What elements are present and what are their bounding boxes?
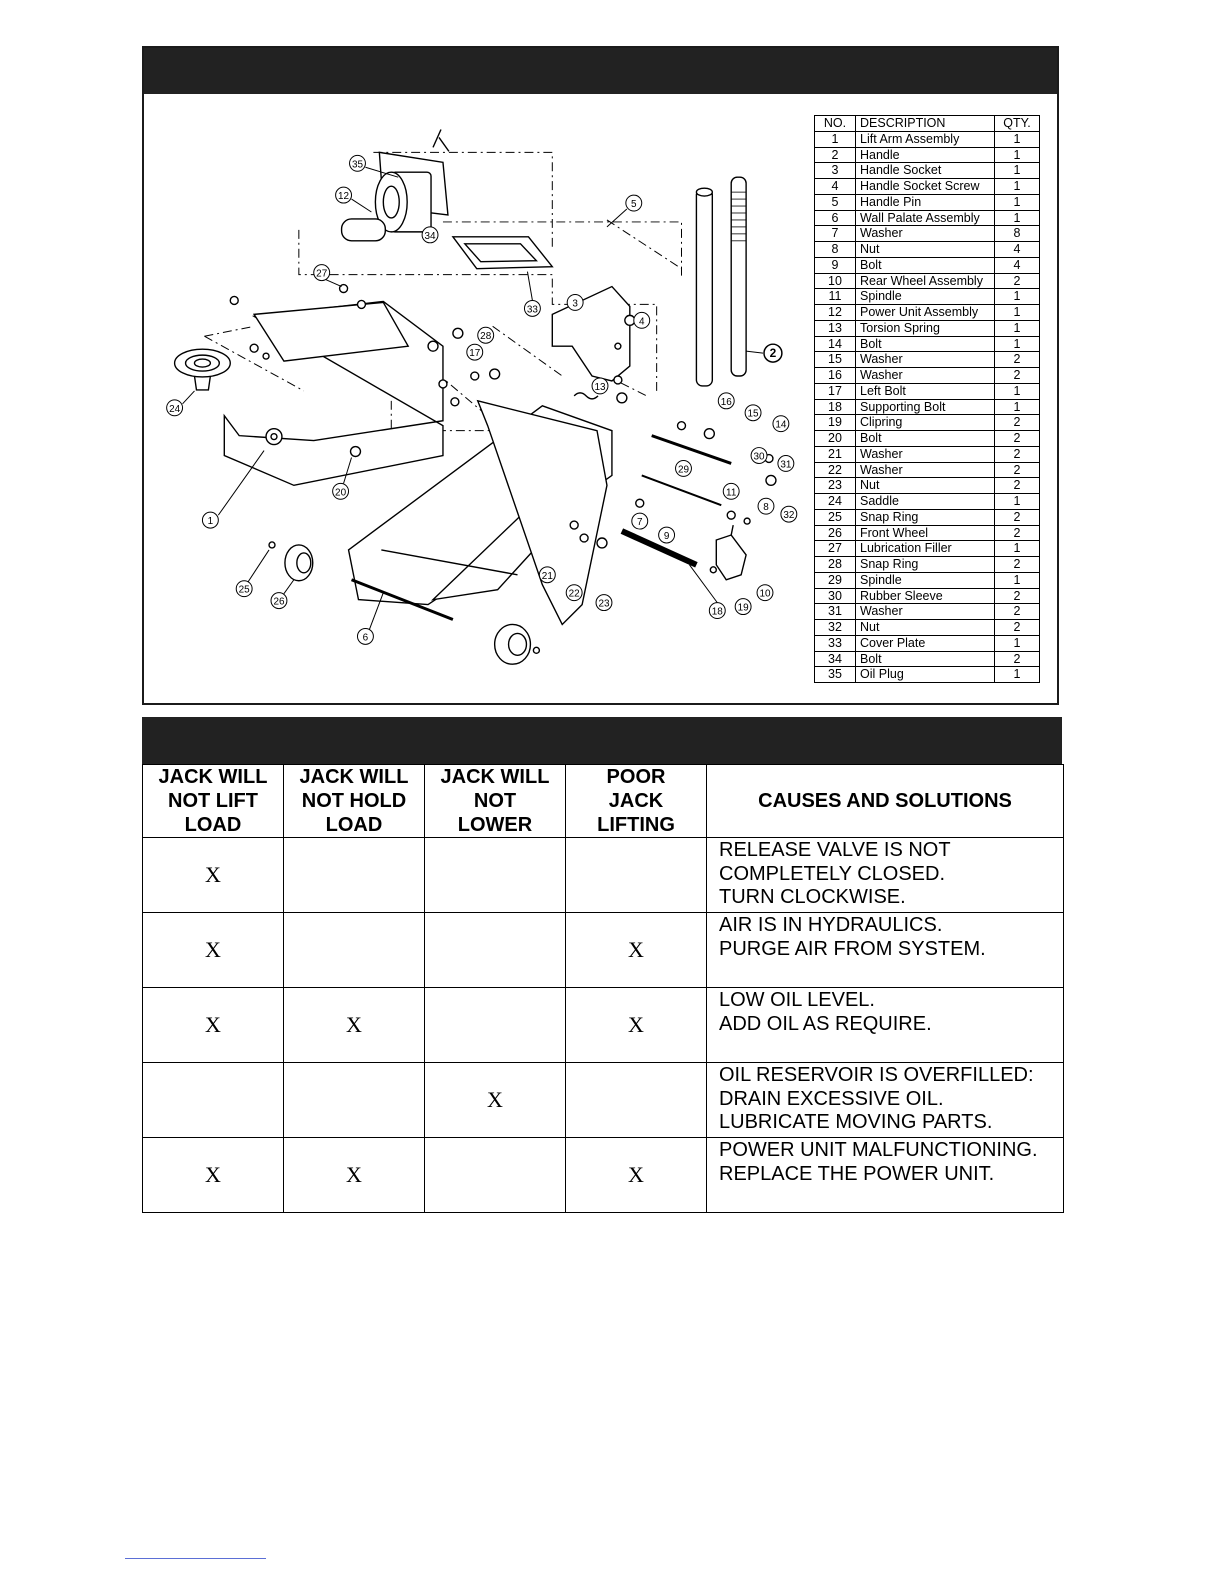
part-no: 1 — [815, 131, 856, 147]
solution-cell: LOW OIL LEVEL. ADD OIL AS REQUIRE. — [707, 988, 1064, 1063]
mark-cell — [425, 838, 566, 913]
part-qty: 2 — [995, 462, 1040, 478]
part-qty: 1 — [995, 635, 1040, 651]
svg-text:28: 28 — [480, 331, 492, 343]
part-description: Left Bolt — [856, 383, 995, 399]
header-not-lift: JACK WILL NOT LIFT LOAD — [143, 765, 284, 838]
part-description: Torsion Spring — [856, 320, 995, 336]
part-description: Bolt — [856, 431, 995, 447]
part-description: Handle — [856, 147, 995, 163]
part-description: Bolt — [856, 257, 995, 273]
part-no: 11 — [815, 289, 856, 305]
parts-row — [815, 210, 1040, 226]
troubleshooting-header-row — [143, 765, 1064, 838]
svg-text:30: 30 — [753, 451, 765, 463]
callout-22 — [566, 585, 582, 601]
part-no: 31 — [815, 604, 856, 620]
parts-row — [815, 446, 1040, 462]
troubleshooting-table — [142, 764, 1064, 1213]
callout-9 — [659, 527, 675, 543]
part-qty: 1 — [995, 383, 1040, 399]
mark-cell — [425, 988, 566, 1063]
parts-row — [815, 588, 1040, 604]
parts-row — [815, 541, 1040, 557]
part-description: Nut — [856, 620, 995, 636]
parts-row — [815, 557, 1040, 573]
svg-text:15: 15 — [747, 408, 759, 420]
parts-row — [815, 257, 1040, 273]
parts-row — [815, 399, 1040, 415]
parts-header-qty: QTY. — [995, 116, 1040, 132]
part-description: Washer — [856, 352, 995, 368]
part-qty: 2 — [995, 478, 1040, 494]
part-description: Cover Plate — [856, 635, 995, 651]
part-description: Spindle — [856, 289, 995, 305]
part-description: Bolt — [856, 651, 995, 667]
svg-text:23: 23 — [598, 598, 610, 610]
callout-10 — [757, 585, 773, 601]
part-no: 14 — [815, 336, 856, 352]
svg-text:19: 19 — [737, 602, 749, 614]
part-no: 16 — [815, 368, 856, 384]
part-description: Nut — [856, 478, 995, 494]
part-qty: 2 — [995, 352, 1040, 368]
callout-2 — [746, 344, 782, 362]
mark-cell — [566, 1063, 707, 1138]
part-description: Oil Plug — [856, 667, 995, 683]
part-qty: 1 — [995, 320, 1040, 336]
svg-text:8: 8 — [763, 502, 769, 514]
part-description: Lift Arm Assembly — [856, 131, 995, 147]
part-no: 30 — [815, 588, 856, 604]
part-qty: 1 — [995, 336, 1040, 352]
callout-4 — [634, 312, 650, 328]
callout-29 — [676, 460, 692, 476]
svg-text:27: 27 — [316, 268, 328, 280]
svg-text:32: 32 — [783, 510, 795, 522]
part-qty: 1 — [995, 541, 1040, 557]
mark-cell: X — [566, 988, 707, 1063]
callout-24 — [167, 391, 195, 416]
part-description: Washer — [856, 226, 995, 242]
callout-34 — [422, 227, 438, 243]
callout-12 — [336, 187, 372, 212]
part-description: Handle Pin — [856, 194, 995, 210]
parts-row — [815, 352, 1040, 368]
part-no: 4 — [815, 179, 856, 195]
svg-text:35: 35 — [351, 159, 364, 171]
part-no: 29 — [815, 572, 856, 588]
part-no: 17 — [815, 383, 856, 399]
header-poor-lifting: POOR JACK LIFTING — [566, 765, 707, 838]
part-qty: 1 — [995, 305, 1040, 321]
part-no: 23 — [815, 478, 856, 494]
svg-text:25: 25 — [238, 584, 250, 596]
svg-text:18: 18 — [711, 606, 723, 618]
troubleshooting-banner — [142, 717, 1062, 764]
part-no: 35 — [815, 667, 856, 683]
parts-row — [815, 131, 1040, 147]
parts-row — [815, 431, 1040, 447]
callout-19 — [735, 599, 751, 615]
parts-row — [815, 478, 1040, 494]
svg-text:13: 13 — [594, 381, 606, 393]
mark-cell: X — [143, 838, 284, 913]
part-qty: 2 — [995, 604, 1040, 620]
part-qty: 2 — [995, 525, 1040, 541]
mark-cell: X — [566, 1138, 707, 1213]
svg-text:10: 10 — [759, 588, 771, 600]
part-description: Power Unit Assembly — [856, 305, 995, 321]
mark-cell — [284, 913, 425, 988]
svg-text:24: 24 — [169, 403, 181, 415]
part-no: 32 — [815, 620, 856, 636]
part-qty: 1 — [995, 289, 1040, 305]
mark-cell — [284, 838, 425, 913]
troubleshooting-row — [143, 913, 1064, 988]
part-description: Spindle — [856, 572, 995, 588]
parts-row — [815, 620, 1040, 636]
part-no: 33 — [815, 635, 856, 651]
mark-cell — [425, 1138, 566, 1213]
callout-3 — [567, 294, 583, 310]
mark-cell — [566, 838, 707, 913]
part-description: Handle Socket Screw — [856, 179, 995, 195]
svg-text:33: 33 — [526, 304, 538, 316]
parts-row — [815, 289, 1040, 305]
parts-row — [815, 651, 1040, 667]
part-no: 34 — [815, 651, 856, 667]
callout-31 — [778, 456, 794, 472]
footer-divider — [125, 1558, 266, 1559]
parts-section — [142, 46, 1059, 705]
part-no: 20 — [815, 431, 856, 447]
part-description: Washer — [856, 604, 995, 620]
svg-text:4: 4 — [638, 316, 645, 328]
part-description: Snap Ring — [856, 509, 995, 525]
mark-cell: X — [143, 988, 284, 1063]
parts-row — [815, 194, 1040, 210]
svg-text:29: 29 — [677, 464, 690, 476]
part-description: Nut — [856, 242, 995, 258]
svg-text:20: 20 — [335, 487, 347, 499]
part-qty: 1 — [995, 194, 1040, 210]
callout-27 — [314, 265, 342, 287]
mark-cell: X — [425, 1063, 566, 1138]
part-no: 13 — [815, 320, 856, 336]
parts-row — [815, 604, 1040, 620]
part-no: 25 — [815, 509, 856, 525]
part-qty: 4 — [995, 257, 1040, 273]
part-description: Washer — [856, 368, 995, 384]
callout-16 — [718, 393, 734, 409]
part-description: Handle Socket — [856, 163, 995, 179]
part-no: 8 — [815, 242, 856, 258]
parts-row — [815, 163, 1040, 179]
part-description: Washer — [856, 446, 995, 462]
troubleshooting-row — [143, 1138, 1064, 1213]
troubleshooting-row — [143, 988, 1064, 1063]
part-description: Rear Wheel Assembly — [856, 273, 995, 289]
callout-25 — [236, 550, 269, 597]
part-qty: 1 — [995, 494, 1040, 510]
parts-row — [815, 368, 1040, 384]
part-qty: 2 — [995, 415, 1040, 431]
svg-text:3: 3 — [572, 298, 578, 310]
svg-text:16: 16 — [720, 396, 732, 408]
callout-17 — [467, 344, 483, 360]
part-qty: 1 — [995, 572, 1040, 588]
mark-cell: X — [566, 913, 707, 988]
callout-30 — [751, 448, 767, 464]
callout-28 — [478, 327, 494, 343]
callout-32 — [781, 506, 797, 522]
part-description: Bolt — [856, 336, 995, 352]
part-no: 22 — [815, 462, 856, 478]
part-qty: 1 — [995, 667, 1040, 683]
mark-cell — [425, 913, 566, 988]
part-qty: 1 — [995, 179, 1040, 195]
parts-row — [815, 305, 1040, 321]
parts-row — [815, 462, 1040, 478]
svg-text:9: 9 — [663, 531, 670, 543]
parts-row — [815, 572, 1040, 588]
part-qty: 8 — [995, 226, 1040, 242]
parts-row — [815, 525, 1040, 541]
part-description: Clipring — [856, 415, 995, 431]
part-qty: 2 — [995, 588, 1040, 604]
svg-text:31: 31 — [780, 459, 792, 471]
part-no: 21 — [815, 446, 856, 462]
svg-text:14: 14 — [775, 419, 787, 431]
part-qty: 1 — [995, 163, 1040, 179]
part-qty: 2 — [995, 509, 1040, 525]
mark-cell — [284, 1063, 425, 1138]
part-no: 3 — [815, 163, 856, 179]
parts-row — [815, 415, 1040, 431]
svg-text:11: 11 — [726, 487, 737, 499]
part-qty: 2 — [995, 273, 1040, 289]
mark-cell: X — [143, 1138, 284, 1213]
svg-text:21: 21 — [541, 570, 553, 582]
callout-13 — [592, 378, 608, 394]
part-description: Wall Palate Assembly — [856, 210, 995, 226]
part-qty: 2 — [995, 620, 1040, 636]
mark-cell — [143, 1063, 284, 1138]
svg-text:6: 6 — [362, 632, 369, 644]
part-no: 15 — [815, 352, 856, 368]
part-no: 5 — [815, 194, 856, 210]
part-qty: 1 — [995, 147, 1040, 163]
callout-23 — [596, 595, 612, 611]
parts-row — [815, 320, 1040, 336]
parts-row — [815, 635, 1040, 651]
callout-14 — [773, 416, 789, 432]
part-description: Lubrication Filler — [856, 541, 995, 557]
part-no: 12 — [815, 305, 856, 321]
mark-cell: X — [284, 988, 425, 1063]
parts-row — [815, 242, 1040, 258]
svg-text:7: 7 — [636, 517, 643, 529]
parts-row — [815, 147, 1040, 163]
svg-text:1: 1 — [207, 516, 214, 528]
part-qty: 1 — [995, 210, 1040, 226]
parts-row — [815, 226, 1040, 242]
part-no: 19 — [815, 415, 856, 431]
troubleshooting-row — [143, 838, 1064, 913]
svg-text:34: 34 — [424, 230, 436, 242]
part-qty: 1 — [995, 399, 1040, 415]
parts-header-no: NO. — [815, 116, 856, 132]
parts-row — [815, 667, 1040, 683]
callout-8 — [758, 498, 774, 514]
solution-cell: POWER UNIT MALFUNCTIONING. REPLACE THE POWER UNIT. — [707, 1138, 1064, 1213]
mark-cell: X — [143, 913, 284, 988]
header-causes-solutions: CAUSES AND SOLUTIONS — [707, 765, 1064, 838]
parts-header-description: DESCRIPTION — [856, 116, 995, 132]
part-qty: 1 — [995, 131, 1040, 147]
parts-row — [815, 273, 1040, 289]
part-qty: 2 — [995, 651, 1040, 667]
callout-26 — [271, 580, 294, 609]
part-description: Supporting Bolt — [856, 399, 995, 415]
part-no: 6 — [815, 210, 856, 226]
part-qty: 2 — [995, 431, 1040, 447]
part-description: Front Wheel — [856, 525, 995, 541]
callout-21 — [539, 567, 555, 583]
part-description: Saddle — [856, 494, 995, 510]
part-description: Washer — [856, 462, 995, 478]
part-no: 24 — [815, 494, 856, 510]
part-no: 10 — [815, 273, 856, 289]
parts-row — [815, 179, 1040, 195]
solution-cell: OIL RESERVOIR IS OVERFILLED: DRAIN EXCESSIVE OIL. LUBRICATE MOVING PARTS. — [707, 1063, 1064, 1138]
parts-row — [815, 494, 1040, 510]
troubleshooting-row — [143, 1063, 1064, 1138]
part-no: 18 — [815, 399, 856, 415]
part-qty: 4 — [995, 242, 1040, 258]
part-no: 27 — [815, 541, 856, 557]
part-qty: 2 — [995, 368, 1040, 384]
callout-7 — [632, 513, 648, 529]
part-no: 26 — [815, 525, 856, 541]
callout-11 — [723, 483, 739, 499]
parts-list-table — [814, 115, 1040, 683]
header-not-lower: JACK WILL NOT LOWER — [425, 765, 566, 838]
svg-text:2: 2 — [769, 346, 777, 361]
svg-text:26: 26 — [273, 596, 285, 608]
header-not-hold: JACK WILL NOT HOLD LOAD — [284, 765, 425, 838]
callout-15 — [745, 405, 761, 421]
part-description: Rubber Sleeve — [856, 588, 995, 604]
part-description: Snap Ring — [856, 557, 995, 573]
parts-row — [815, 383, 1040, 399]
svg-text:22: 22 — [568, 588, 580, 600]
callout-33 — [524, 272, 540, 317]
solution-cell: AIR IS IN HYDRAULICS. PURGE AIR FROM SYSTEM. — [707, 913, 1064, 988]
mark-cell: X — [284, 1138, 425, 1213]
part-no: 2 — [815, 147, 856, 163]
callout-18 — [689, 565, 725, 619]
part-qty: 2 — [995, 557, 1040, 573]
parts-row — [815, 509, 1040, 525]
parts-row — [815, 336, 1040, 352]
svg-text:12: 12 — [338, 191, 350, 203]
solution-cell: RELEASE VALVE IS NOT COMPLETELY CLOSED. TURN CLOCKWISE. — [707, 838, 1064, 913]
svg-text:17: 17 — [469, 348, 481, 360]
part-no: 7 — [815, 226, 856, 242]
part-qty: 2 — [995, 446, 1040, 462]
parts-list-header-row — [815, 116, 1040, 132]
part-no: 9 — [815, 257, 856, 273]
part-no: 28 — [815, 557, 856, 573]
svg-text:5: 5 — [631, 199, 637, 211]
